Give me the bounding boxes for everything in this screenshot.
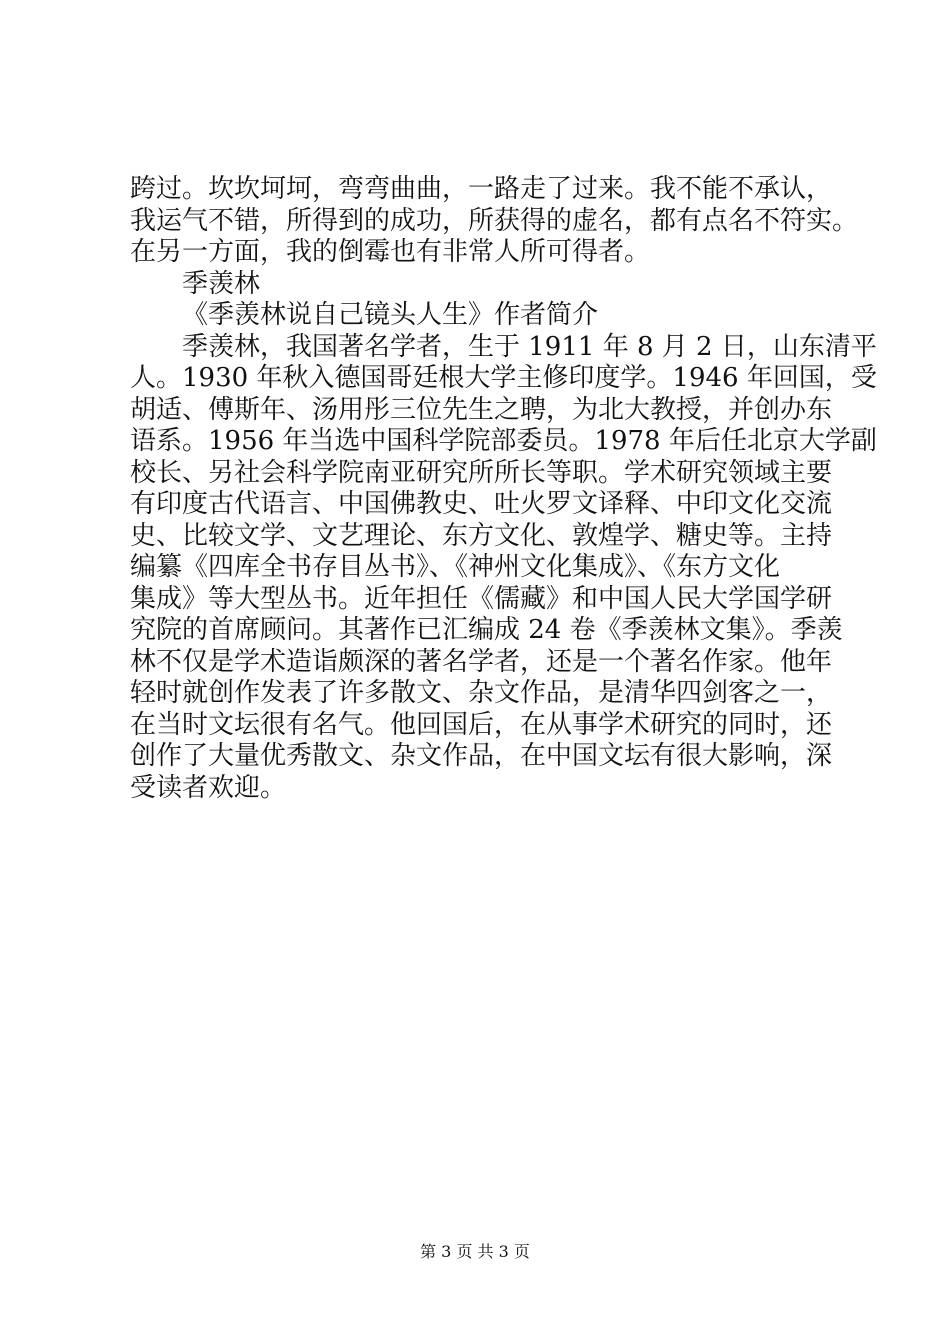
paragraph-line: 在另一方面，我的倒霉也有非常人所可得者。	[130, 237, 651, 267]
bio-line: 创作了大量优秀散文、杂文作品，在中国文坛有很大影响，深	[130, 741, 833, 771]
bio-line: 有印度古代语言、中国佛教史、吐火罗文译释、中印文化交流	[130, 489, 833, 519]
paragraph-line: 跨过。坎坎坷坷，弯弯曲曲，一路走了过来。我不能不承认，	[130, 174, 833, 204]
bio-line: 校长、另社会科学院南亚研究所所长等职。学术研究领域主要	[130, 457, 833, 488]
bio-line: 林不仅是学术造诣颇深的著名学者，还是一个著名作家。他年	[130, 646, 833, 677]
bio-line: 集成》等大型丛书。近年担任《儒藏》和中国人民大学国学研	[130, 583, 833, 614]
document-body	[130, 174, 877, 804]
section-title: 《季羡林说自己镜头人生》作者简介	[182, 300, 599, 330]
paragraph-line: 我运气不错，所得到的成功，所获得的虚名，都有点名不符实。	[130, 205, 859, 236]
bio-line: 受读者欢迎。	[130, 772, 287, 803]
page-footer	[0, 1242, 950, 1262]
bio-line: 轻时就创作发表了许多散文、杂文作品，是清华四剑客之一，	[130, 678, 833, 708]
page-indicator: 第 3 页 共 3 页	[420, 1242, 530, 1261]
bio-line: 史、比较文学、文艺理论、东方文化、敦煌学、糖史等。主持	[130, 520, 833, 551]
bio-line: 编纂《四库全书存目丛书》、《神州文化集成》、《东方文化	[130, 552, 781, 582]
bio-line: 语系。1956 年当选中国科学院部委员。1978 年后任北京大学副	[130, 426, 877, 456]
bio-line: 在当时文坛很有名气。他回国后，在从事学术研究的同时，还	[130, 709, 833, 740]
bio-line: 季羡林，我国著名学者，生于 1911 年 8 月 2 日，山东清平	[182, 331, 877, 362]
bio-line: 究院的首席顾问。其著作已汇编成 24 卷《季羡林文集》。季羡	[130, 615, 843, 645]
author-signature: 季羡林	[182, 268, 261, 299]
bio-line: 人。1930 年秋入德国哥廷根大学主修印度学。1946 年回国，受	[130, 363, 877, 393]
bio-line: 胡适、傅斯年、汤用彤三位先生之聘，为北大教授，并创办东	[130, 394, 833, 425]
